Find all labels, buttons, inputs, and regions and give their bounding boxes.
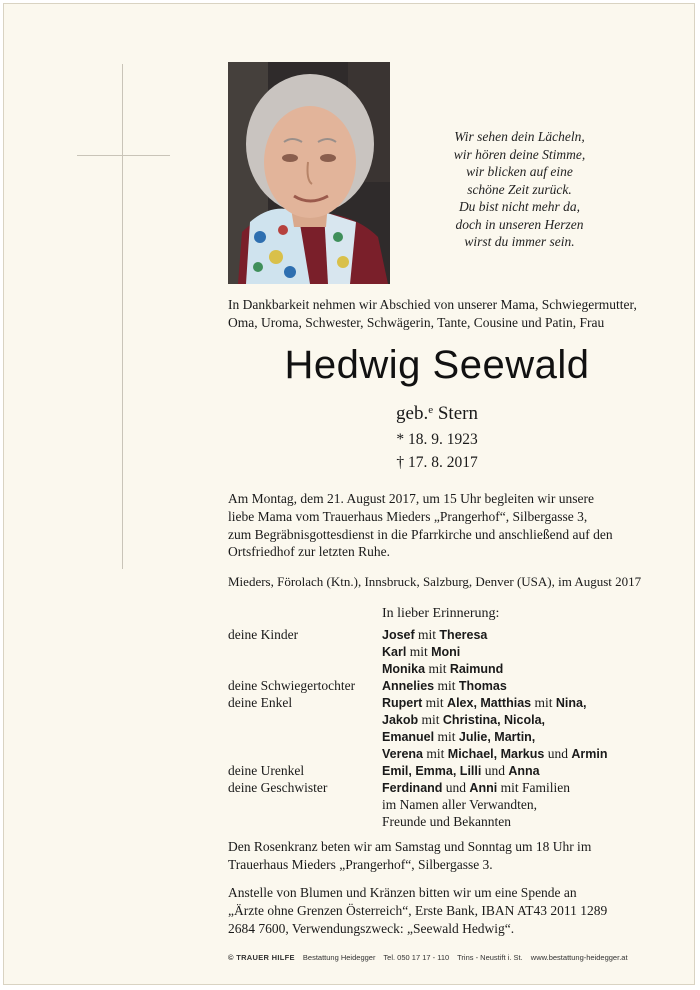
mourner-connector: und [442, 780, 470, 795]
mourner-connector: und [481, 763, 509, 778]
death-date: † 17. 8. 2017 [396, 454, 478, 471]
mourner-row [228, 677, 658, 694]
obituary-page [3, 3, 695, 985]
mourner-name: Nina, [555, 696, 587, 710]
mourner-connector: mit [423, 746, 448, 761]
mourner-names [382, 762, 540, 780]
mourner-name: Josef [382, 628, 415, 642]
mourner-relation: deine Urenkel [228, 763, 305, 778]
mourner-names [382, 779, 570, 797]
deceased-name: Hedwig Seewald [284, 343, 590, 387]
mourner-connector: mit [418, 712, 443, 727]
mourners-heading: In lieber Erinnerung: [382, 606, 500, 621]
mourner-name: Anni [469, 781, 498, 795]
mourner-names [382, 745, 607, 763]
mourner-row [228, 745, 658, 762]
mourner-connector: mit [422, 695, 448, 710]
mourner-name: Alex, Matthias [447, 696, 532, 710]
funeral-line: Ortsfriedhof zur letzten Ruhe. [228, 544, 390, 560]
poem-line: wir hören deine Stimme, [453, 146, 586, 162]
mourner-name: Theresa [439, 628, 488, 642]
mourner-name: Julie, Martin, [458, 730, 536, 744]
mourner-names [382, 711, 545, 729]
footer-phone: Tel. 050 17 17 - 110 [383, 953, 450, 962]
mourner-row [228, 796, 658, 813]
mourner-names [382, 813, 511, 830]
mourner-name: Monika [382, 662, 426, 676]
poem-line: Wir sehen dein Lächeln, [454, 129, 585, 144]
places-and-date: Mieders, Förolach (Ktn.), Innsbruck, Salzburg, Denver (USA), im August 2017 [228, 574, 642, 589]
poem-line: wirst du immer sein. [464, 234, 575, 249]
mourner-name: Emil, Emma, Lilli [382, 764, 482, 778]
mourner-row [228, 626, 658, 643]
poem-line: Du bist nicht mehr da, [458, 199, 581, 214]
mourner-connector: mit [406, 644, 432, 659]
footer-brand: © TRAUER HILFE [228, 953, 295, 962]
memorial-poem [402, 128, 637, 251]
mourner-connector: mit Familien [497, 780, 570, 795]
mourner-name: Armin [571, 747, 608, 761]
intro-line: In Dankbarkeit nehmen wir Abschied von unserer Mama, Schwiegermutter, [228, 297, 637, 312]
mourner-row [228, 813, 658, 830]
mourner-name: Jakob [382, 713, 419, 727]
funeral-line: Am Montag, dem 21. August 2017, um 15 Uhr begleiten wir unsere [228, 491, 594, 506]
mourner-relation: deine Schwiegertochter [228, 678, 356, 693]
mourner-connector: mit [414, 627, 440, 642]
mourner-name: Moni [431, 645, 461, 659]
mourner-row [228, 643, 658, 660]
intro-line: Oma, Uroma, Schwester, Schwägerin, Tante, Cousine und Patin, Frau [228, 315, 605, 330]
funeral-line: zum Begräbnisgottesdienst in die Pfarrkirche und anschließend auf den [228, 526, 613, 542]
mourner-row [228, 762, 658, 779]
mourner-name: Verena [382, 747, 424, 761]
birth-name-sup: e [428, 404, 434, 416]
donation-line: „Ärzte ohne Grenzen Österreich“, Erste Bank, IBAN AT43 2011 1289 [228, 902, 608, 918]
mourner-name: Raimund [449, 662, 504, 676]
cross-horizontal-line [77, 155, 170, 156]
portrait-photo [228, 62, 390, 284]
mourner-names [382, 728, 535, 746]
rosary-notice [228, 838, 648, 874]
footer-location: Trins - Neustift i. St. [457, 953, 523, 962]
mourner-row [228, 711, 658, 728]
mourner-names [382, 660, 503, 678]
mourner-names [382, 626, 487, 644]
funeral-line: liebe Mama vom Trauerhaus Mieders „Prangerhof“, Silbergasse 3, [228, 508, 588, 524]
mourner-name: Anna [508, 764, 540, 778]
mourner-name: Thomas [458, 679, 507, 693]
poem-line: wir blicken auf eine [466, 164, 573, 179]
mourner-connector: und [544, 746, 572, 761]
mourner-connector: Freunde und Bekannten [382, 814, 511, 829]
mourner-connector: im Namen aller Verwandten, [382, 797, 537, 812]
mourner-names [382, 677, 507, 695]
mourner-name: Annelies [382, 679, 435, 693]
donation-notice [228, 884, 648, 937]
mourner-connector: mit [434, 729, 459, 744]
poem-line: schöne Zeit zurück. [467, 181, 572, 197]
mourner-row [228, 779, 658, 796]
mourner-name: Rupert [382, 696, 423, 710]
mourner-connector: mit [425, 661, 450, 676]
mourner-name: Michael, Markus [447, 747, 545, 761]
intro-text [228, 296, 658, 332]
mourner-row [228, 728, 658, 745]
mourner-connector: mit [434, 678, 459, 693]
mourner-name: Ferdinand [382, 781, 443, 795]
footer [228, 952, 668, 964]
portrait-illustration [228, 62, 390, 284]
mourner-name: Christina, Nicola, [442, 713, 546, 727]
donation-line: Anstelle von Blumen und Kränzen bitten wir um eine Spende an [228, 885, 577, 900]
birth-name [228, 398, 646, 426]
funeral-announcement [228, 490, 648, 561]
mourner-relation: deine Geschwister [228, 780, 328, 795]
birth-date: * 18. 9. 1923 [396, 431, 478, 448]
mourner-row [228, 660, 658, 677]
mourner-relation: deine Enkel [228, 695, 293, 710]
mourner-names [382, 643, 460, 661]
mourner-row [228, 694, 658, 711]
rosary-line: Den Rosenkranz beten wir am Samstag und Sonntag um 18 Uhr im [228, 839, 592, 854]
mourner-connector: mit [531, 695, 556, 710]
poem-line: doch in unseren Herzen [455, 216, 584, 232]
mourner-relation: deine Kinder [228, 627, 299, 642]
mourner-name: Karl [382, 645, 407, 659]
mourner-names [382, 694, 586, 712]
birth-name-value: Stern [437, 403, 478, 424]
donation-line: 2684 7600, Verwendungszweck: „Seewald Hedwig“. [228, 920, 515, 936]
mourner-names [382, 796, 537, 813]
birth-name-prefix: geb. [396, 403, 429, 424]
footer-company: Bestattung Heidegger [302, 953, 376, 962]
mourner-name: Emanuel [382, 730, 435, 744]
footer-website-link[interactable]: www.bestattung-heidegger.at [530, 953, 628, 962]
cross-vertical-line [122, 64, 123, 569]
rosary-line: Trauerhaus Mieders „Prangerhof“, Silbergasse 3. [228, 856, 493, 872]
